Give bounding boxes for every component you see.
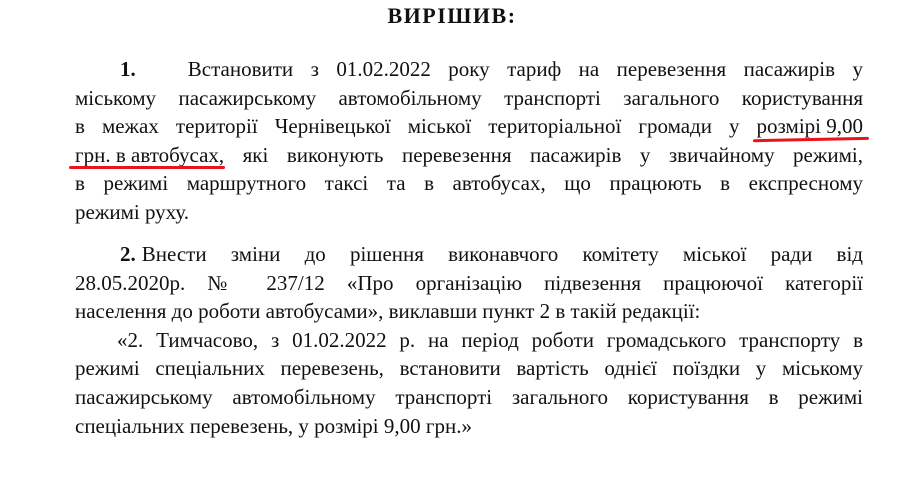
item2-line-7: спеціальних перевезень, у розмірі 9,00 грн.» xyxy=(75,413,472,438)
resolution-heading: ВИРІШИВ: xyxy=(387,3,517,28)
item1-line-1 xyxy=(75,55,863,84)
highlight-in-buses: грн. в автобусах xyxy=(75,141,219,170)
item2-line-6: пасажирському автомобільному транспорті загального користування в режимі xyxy=(75,384,863,409)
item1-line-3 xyxy=(75,112,863,141)
item2-line-1 xyxy=(75,240,863,269)
item1-line-4 xyxy=(75,141,863,170)
item1-number: 1 xyxy=(120,57,131,81)
highlight-tariff-amount: розмірі 9,00 xyxy=(757,112,863,141)
item2-line-4 xyxy=(75,326,863,355)
item1-number-dot: . xyxy=(130,57,136,81)
item1-line-5: в режимі маршрутного таксі та в автобусах, що працюють в експресному xyxy=(75,171,863,196)
item1-line-3-text: в межах території Чернівецької міської територіальної громади у xyxy=(75,114,757,139)
item2-line-1-text: Внести зміни до рішення виконавчого комітету міської ради від xyxy=(141,242,863,266)
item1-line-2: міському пасажирському автомобільному транспорті загального користування xyxy=(75,85,863,110)
item1-line-4-text: , які виконують перевезення пасажирів у звичайному режимі, xyxy=(218,142,863,167)
item2-line-4-text: «2. Тимчасово, з 01.02.2022 р. на період роботи громадського транспорту в xyxy=(117,327,863,352)
item2-number-dot: . xyxy=(130,242,136,266)
item1-line-6: режимі руху. xyxy=(75,199,190,224)
item2-line-2: 28.05.2020р. № 237/12 «Про організацію підвезення працюючої категорії xyxy=(75,270,863,295)
item2-number: 2 xyxy=(120,242,131,266)
item2-line-5: режимі спеціальних перевезень, встановити вартість однієї поїздки у міському xyxy=(75,356,863,381)
resolution-item-2 xyxy=(75,240,863,440)
item2-line-3: населення до роботи автобусами», виклавши пункт 2 в такій редакції: xyxy=(75,299,701,324)
item1-line-1-text: Встановити з 01.02.2022 року тариф на перевезення пасажирів у xyxy=(187,57,863,81)
resolution-item-1 xyxy=(75,55,863,227)
